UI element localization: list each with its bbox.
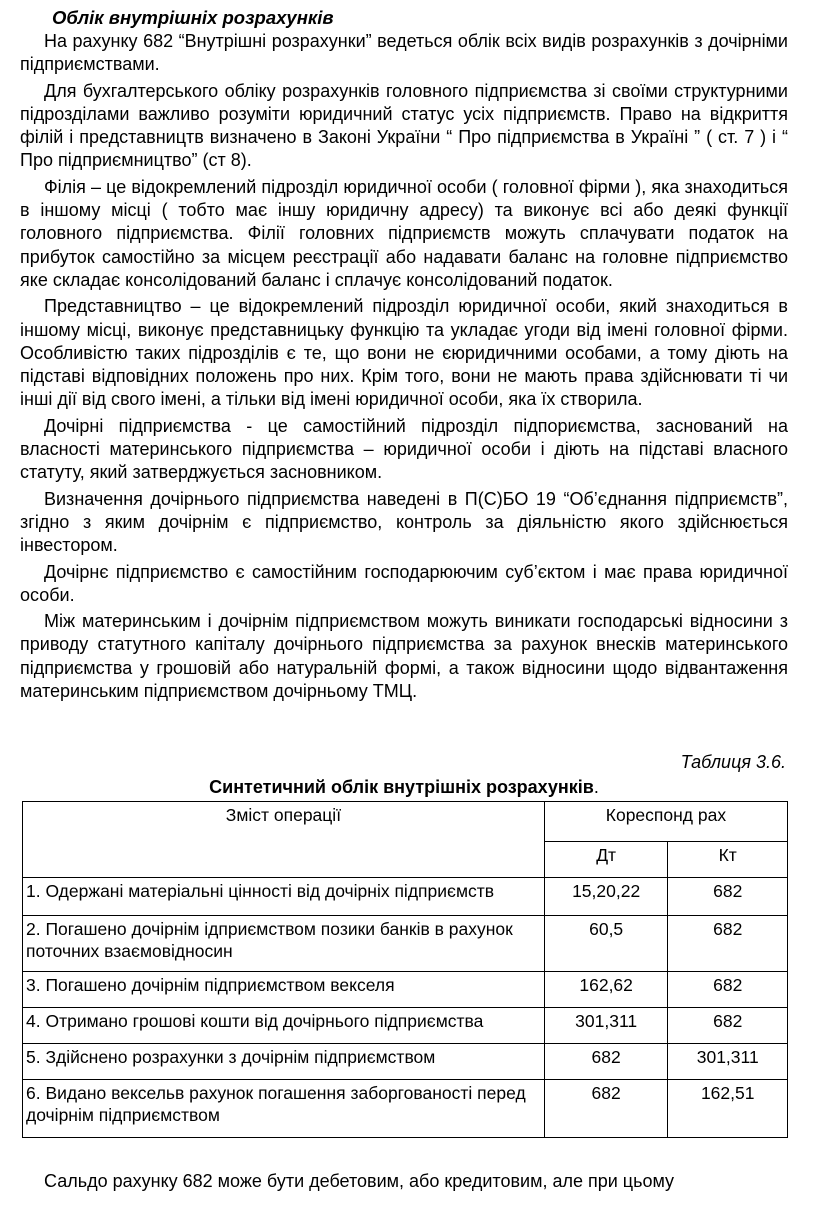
operation-cell: 1. Одержані матеріальні цінності від дочірніх підприємств	[23, 878, 545, 916]
operation-cell: 2. Погашено дочірнім ідприємством позики банків в рахунок поточних взаємовідносин	[23, 916, 545, 972]
paragraph-legal-status: Для бухгалтерського обліку розрахунків головного підприємства зі своїми структурними підрозділами важливо розуміти юридичний статус усіх підприємств. Право на відкриття філій і представництв визначено в Законі України “ Про підприємства в Україні ” ( ст. 7 ) і “ Про підприємництво” (ст 8).	[20, 80, 788, 171]
credit-cell: 682	[668, 878, 788, 916]
table-header-row	[23, 802, 788, 842]
paragraph-subsidiary-definition: Визначення дочірнього підприємства наведені в П(С)БО 19 “Об’єднання підприємств”, згідно з яким дочірнім є підприємство, контроль за діяльністю якого здійснюється інвестором.	[20, 488, 788, 556]
paragraph-subsidiary-entity: Дочірнє підприємство є самостійним господарюючим суб’єктом і має права юридичної особи.	[20, 561, 788, 605]
operations-table	[22, 801, 788, 1138]
table-row	[23, 878, 788, 916]
operation-cell: 3. Погашено дочірнім підприємством векселя	[23, 972, 545, 1008]
debit-cell: 301,311	[544, 1008, 668, 1044]
paragraph-representative-office: Представництво – це відокремлений підрозділ юридичної особи, який знаходиться в іншому місці, виконує представницьку функцію та укладає угоди від імені головної фірми. Особливістю таких підрозділів є те, що вони не єюридичними особами, а тому діють на підставі відповідних положень про них. Крім того, вони не мають права здійснювати ті чи інші дії від свого імені, а тільки від імені юридичної особи, яка їх створила.	[20, 296, 788, 410]
paragraph-subsidiary: Дочірні підприємства - це самостійний підрозділ підпориємства, заснований на власності материнського підприємства – юридичної особи і діють на підставі власного статуту, який затверджується засновником.	[20, 415, 788, 483]
operation-cell: 6. Видано вексельв рахунок погашення заборгованості перед дочірнім підприємством	[23, 1080, 545, 1138]
header-correspondence: Кореспонд рах	[544, 802, 787, 842]
debit-cell: 162,62	[544, 972, 668, 1008]
section-heading: Облік внутрішніх розрахунків	[52, 7, 334, 28]
table-row	[23, 972, 788, 1008]
credit-cell: 682	[668, 972, 788, 1008]
credit-cell: 682	[668, 1008, 788, 1044]
paragraph-branch: Філія – це відокремлений підрозділ юридичної особи ( головної фірми ), яка знаходиться в іншому місці ( тобто має іншу юридичну адресу) та виконує всі або деякі функції головного підприємства. Філії головних підприємств можуть сплачувати податок на прибуток самостійно за місцем реєстрації або надавати баланс на головне підприємство яке складає консолідований баланс і сплачує консолідований податок.	[20, 176, 788, 290]
header-credit: Кт	[668, 842, 788, 878]
table-row	[23, 1044, 788, 1080]
table-row	[23, 1008, 788, 1044]
table-row	[23, 916, 788, 972]
debit-cell: 682	[544, 1080, 668, 1138]
document-page	[20, 6, 788, 1193]
credit-cell: 682	[668, 916, 788, 972]
table-row	[23, 1080, 788, 1138]
paragraph-relations: Між материнським і дочірнім підприємством можуть виникати господарські відносини з приводу статутного капіталу дочірнього підприємства за рахунок внесків материнського підприємства у грошовій або натуральній формі, а також відносини щодо відвантаження материнським підприємством дочірньому ТМЦ.	[20, 611, 788, 702]
table-title	[20, 776, 788, 799]
debit-cell: 682	[544, 1044, 668, 1080]
credit-cell: 162,51	[668, 1080, 788, 1138]
operation-cell: 5. Здійснено розрахунки з дочірнім підприємством	[23, 1044, 545, 1080]
paragraph-account-682: На рахунку 682 “Внутрішні розрахунки” ведеться облік всіх видів розрахунків з дочірніми підприємствами.	[20, 31, 788, 75]
paragraph-balance: Сальдо рахунку 682 може бути дебетовим, або кредитовим, але при цьому	[44, 1171, 675, 1192]
credit-cell: 301,311	[668, 1044, 788, 1080]
table-title-suffix: .	[593, 777, 599, 798]
table-caption: Таблиця 3.6.	[680, 752, 786, 773]
debit-cell: 15,20,22	[544, 878, 668, 916]
operation-cell: 4. Отримано грошові кошти від дочірнього підприємства	[23, 1008, 545, 1044]
table-title-text: Синтетичний облік внутрішніх розрахунків	[209, 777, 594, 798]
header-operation: Зміст операції	[23, 802, 545, 878]
header-debit: Дт	[544, 842, 668, 878]
debit-cell: 60,5	[544, 916, 668, 972]
